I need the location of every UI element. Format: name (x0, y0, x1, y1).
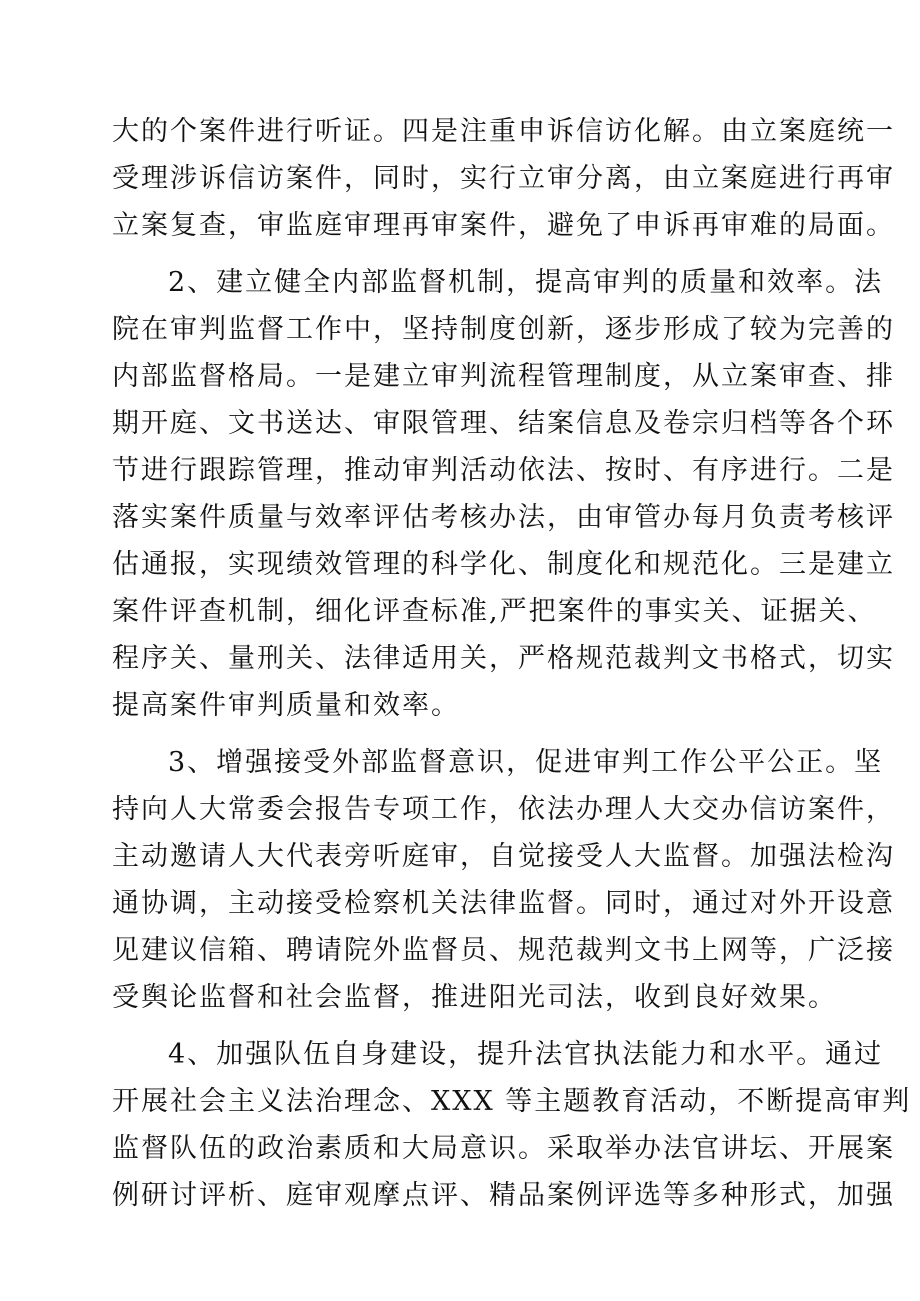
paragraph (112, 108, 895, 249)
text-line: 通协调，主动接受检察机关法律监督。同时，通过对外开设意 (112, 888, 895, 919)
text-line: 院在审判监督工作中，坚持制度创新，逐步形成了较为完善的 (112, 314, 895, 345)
text-line: 节进行跟踪管理，推动审判活动依法、按时、有序进行。二是 (112, 455, 895, 486)
text-line: 开展社会主义法治理念、XXX 等主题教育活动，不断提高审判 (112, 1086, 912, 1117)
text-line: 受舆论监督和社会监督，推进阳光司法，收到良好效果。 (112, 982, 837, 1013)
text-line: 监督队伍的政治素质和大局意识。采取举办法官讲坛、开展案 (112, 1133, 895, 1164)
text-line: 3、增强接受外部监督意识，促进审判工作公平公正。坚 (168, 747, 884, 778)
text-line: 2、建立健全内部监督机制，提高审判的质量和效率。法 (168, 267, 884, 298)
text-line: 程序关、量刑关、法律适用关，严格规范裁判文书格式，切实 (112, 643, 895, 674)
text-line: 内部监督格局。一是建立审判流程管理制度，从立案审查、排 (112, 361, 895, 392)
text-line: 主动邀请人大代表旁听庭审，自觉接受人大监督。加强法检沟 (112, 841, 895, 872)
body-text (112, 108, 912, 1229)
text-line: 提高案件审判质量和效率。 (112, 690, 460, 721)
text-line: 受理涉诉信访案件，同时，实行立审分离，由立案庭进行再审 (112, 163, 895, 194)
text-line: 估通报，实现绩效管理的科学化、制度化和规范化。三是建立 (112, 549, 895, 580)
text-line: 持向人大常委会报告专项工作，依法办理人大交办信访案件， (112, 794, 895, 825)
paragraph (112, 259, 895, 729)
text-line: 落实案件质量与效率评估考核办法，由审管办每月负责考核评 (112, 502, 895, 533)
text-line: 见建议信箱、聘请院外监督员、规范裁判文书上网等，广泛接 (112, 935, 895, 966)
paragraph (112, 739, 895, 1021)
text-line: 大的个案件进行听证。四是注重申诉信访化解。由立案庭统一 (112, 116, 895, 147)
paragraph (112, 1031, 912, 1219)
text-line: 立案复查，审监庭审理再审案件，避免了申诉再审难的局面。 (112, 210, 895, 241)
text-line: 案件评查机制，细化评查标准,严把案件的事实关、证据关、 (112, 596, 877, 627)
text-line: 期开庭、文书送达、审限管理、结案信息及卷宗归档等各个环 (112, 408, 895, 439)
text-line: 例研讨评析、庭审观摩点评、精品案例评选等多种形式，加强 (112, 1180, 895, 1211)
text-line: 4、加强队伍自身建设，提升法官执法能力和水平。通过 (168, 1039, 884, 1070)
